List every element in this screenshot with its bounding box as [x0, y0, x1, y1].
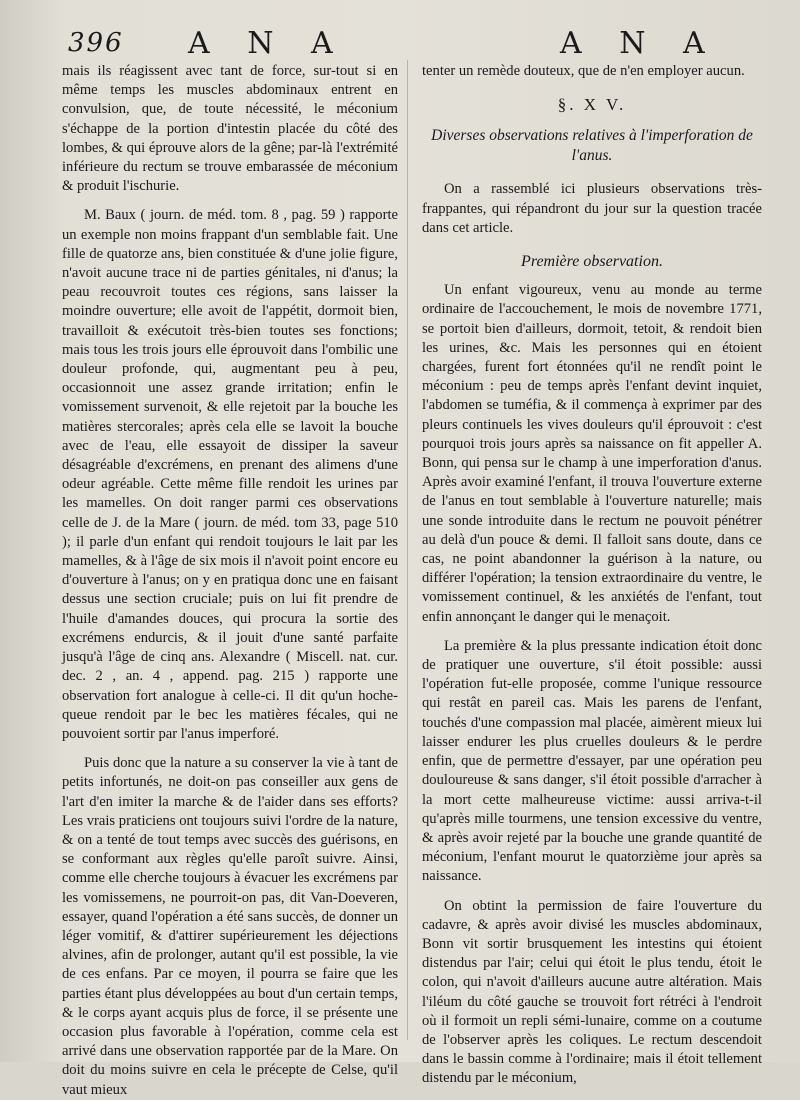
- section-heading: §. X V.: [557, 95, 627, 115]
- paragraph: Un enfant vigoureux, venu au monde au terme ordinaire de l'accouchement, le mois de novembre 1771, se portoit bien d'ailleurs, dormoit, tetoit, & rendoit bien les urines, &c. Mais les personnes qui en étoient chargées, furent fort étonnées qu'il ne rendît point le méconium : peu de temps après l'enfant devint inquiet, l'abdomen se tuméfia, & il commença à exprimer par des pleurs continuels les vives douleurs qu'il éprouvoit : c'est pourquoi trois jours après sa naissance on fit appeller A. Bonn, qui pensa sur le champ à une imperforation d'anus. Après avoir examiné l'enfant, il trouva l'ouverture externe de l'anus en tout semblable à l'ouverture naturelle; mais une sonde introduite dans le rectum ne pouvoit pénétrer au delà d'un pouce & demi. Il falloit sans doute, dans ce cas, ne point abandonner la guérison à la nature, ou différer l'opération; la tension extraordinaire du ventre, le vomissement continuel, & les anxiétés de l'enfant, tout enfin annonçant le danger qui le menaçoit.: [422, 282, 762, 625]
- running-head-right: A N A: [560, 26, 719, 61]
- section-title: Diverses observations relatives à l'imperforation de l'anus.: [431, 127, 753, 165]
- observation-heading: Première observation.: [521, 253, 663, 271]
- left-column: [62, 62, 398, 1100]
- page-number: 396: [68, 28, 124, 58]
- paragraph: M. Baux ( journ. de méd. tom. 8 , pag. 59 ) rapporte un exemple non moins frappant d'un semblable fait. Une fille de quatorze ans, bien constituée & d'une jolie figure, n'avoit aucune trace ni de parties génitales, ni d'anus; la peau recouvroit toutes ces régions, sans laisser la moindre ouverture; elle avoit de l'appétit, dormoit bien, travailloit & exécutoit très-bien toutes ses fonctions; mais tous les trois jours elle éprouvoit dans l'ombilic une douleur profonde, qui, augmentant peu à peu, occasionnoit une assez grande irritation; enfin le vomissement survenoit, & elle rejetoit par la bouche les matières stercorales; après cela elle se lavoit la bouche avec de l'eau, elle essayoit de dissiper la saveur désagréable d'excrémens, en prenant des alimens d'une odeur agréable. Cette même fille rendoit les urines par les mamelles. On doit ranger parmi ces observations celle de J. de la Mare ( journ. de méd. tom 33, page 510 ); il parle d'un enfant qui rendoit toujours le lait par les mamelles, & à l'âge de six mois il n'avoit point encore eu d'ouverture à l'anus; on y en pratiqua donc une en faisant dessus une section cruciale; puis on lui fit prendre de l'huile d'amandes douces, qui procura la sortie des excrémens endurcis, & il jouit d'une santé parfaite jusqu'à l'âge de cinq ans. Alexandre ( Miscell. nat. cur. dec. 2 , an. 4 , append. pag. 215 ) rapporte une observation fort analogue à celle-ci. Il dit qu'un hoche-queue rendoit par le bec les matières fécales, qui ne pouvoient sortir par l'anus imperforé.: [62, 207, 398, 742]
- running-head-left: A N A: [188, 26, 347, 61]
- paragraph: Puis donc que la nature a su conserver la vie à tant de petits infortunés, ne doit-on pas conseiller aux gens de l'art d'en imiter la marche & de l'aider dans ses efforts? Les vrais praticiens ont toujours suivi l'ordre de la nature, & on a tenté de tout temps avec succès des guérisons, en se conformant aux règles qu'elle paroît suivre. Ainsi, comme elle cherche toujours à évacuer les excrémens par les vomissemens, ne pourroit-on pas, dit Van-Doeveren, essayer, quand l'opération a été sans succès, de donner un léger vomitif, & d'attirer supérieurement les déjections alvines, afin de prolonger, autant qu'il est possible, la vie de ces enfans. Par ce moyen, il pourra se faire que les parties étant plus développées au bout d'un certain temps, & le corps ayant acquis plus de force, il se présente une occasion plus favorable à l'opération, comme cela est arrivé dans une observation rapportée par de la Mare. On doit du moins suivre en cela le précepte de Celse, qu'il vaut mieux: [62, 755, 398, 1098]
- paragraph: mais ils réagissent avec tant de force, sur-tout si en même temps les muscles abdominaux entrent en convulsion, que, de toute nécessité, le méconium s'échappe de la portion d'intestin placée du côté des lombes, & qui éprouve alors de la gêne; par-là l'extrémité inférieure du rectum se trouve embarassée de méconium & produit l'ischurie.: [62, 63, 398, 195]
- section-intro: On a rassemblé ici plusieurs observations très-frappantes, qui répandront du jour sur la question tracée dans cet article.: [422, 181, 762, 236]
- paragraph-continuation: tenter un remède douteux, que de n'en employer aucun.: [422, 63, 745, 79]
- column-divider: [407, 60, 408, 1040]
- paragraph: On obtint la permission de faire l'ouverture du cadavre, & après avoir divisé les muscles abdominaux, Bonn vit sortir brusquement les intestins qui étoient distendus par l'air; celui qui étoit le plus tendu, étoit le colon, qui n'avoit d'ailleurs aucune autre altération. Mais l'iléum du côté gauche se trouvoit fort rétréci à l'endroit où il formoit un repli sémi-lunaire, comme on a coutume de l'observer après les coliques. Le rectum descendoit dans le bassin comme à l'ordinaire; mais il étoit tellement distendu par le méconium,: [422, 897, 762, 1087]
- right-column: [422, 62, 762, 1089]
- paragraph: La première & la plus pressante indication étoit donc de pratiquer une ouverture, s'il étoit possible: aussi l'opération fut-elle proposée, comme l'unique ressource qui restât en pareil cas. Mais les parens de l'enfant, touchés d'une compassion mal placée, aimèrent mieux lui laisser endurer les plus cruelles douleurs & le perdre enfin, que de permettre d'essayer, par une opération peu douloureuse & sans danger, s'il étoit possible d'arracher à la mort cette malheureuse victime: aussi arriva-t-il qu'après mille tourmens, une tension excessive du ventre, & après avoir rejeté par la bouche une grande quantité de méconium, l'enfant mourut le quatorzième jour après sa naissance.: [422, 637, 762, 885]
- page-header: [0, 22, 800, 62]
